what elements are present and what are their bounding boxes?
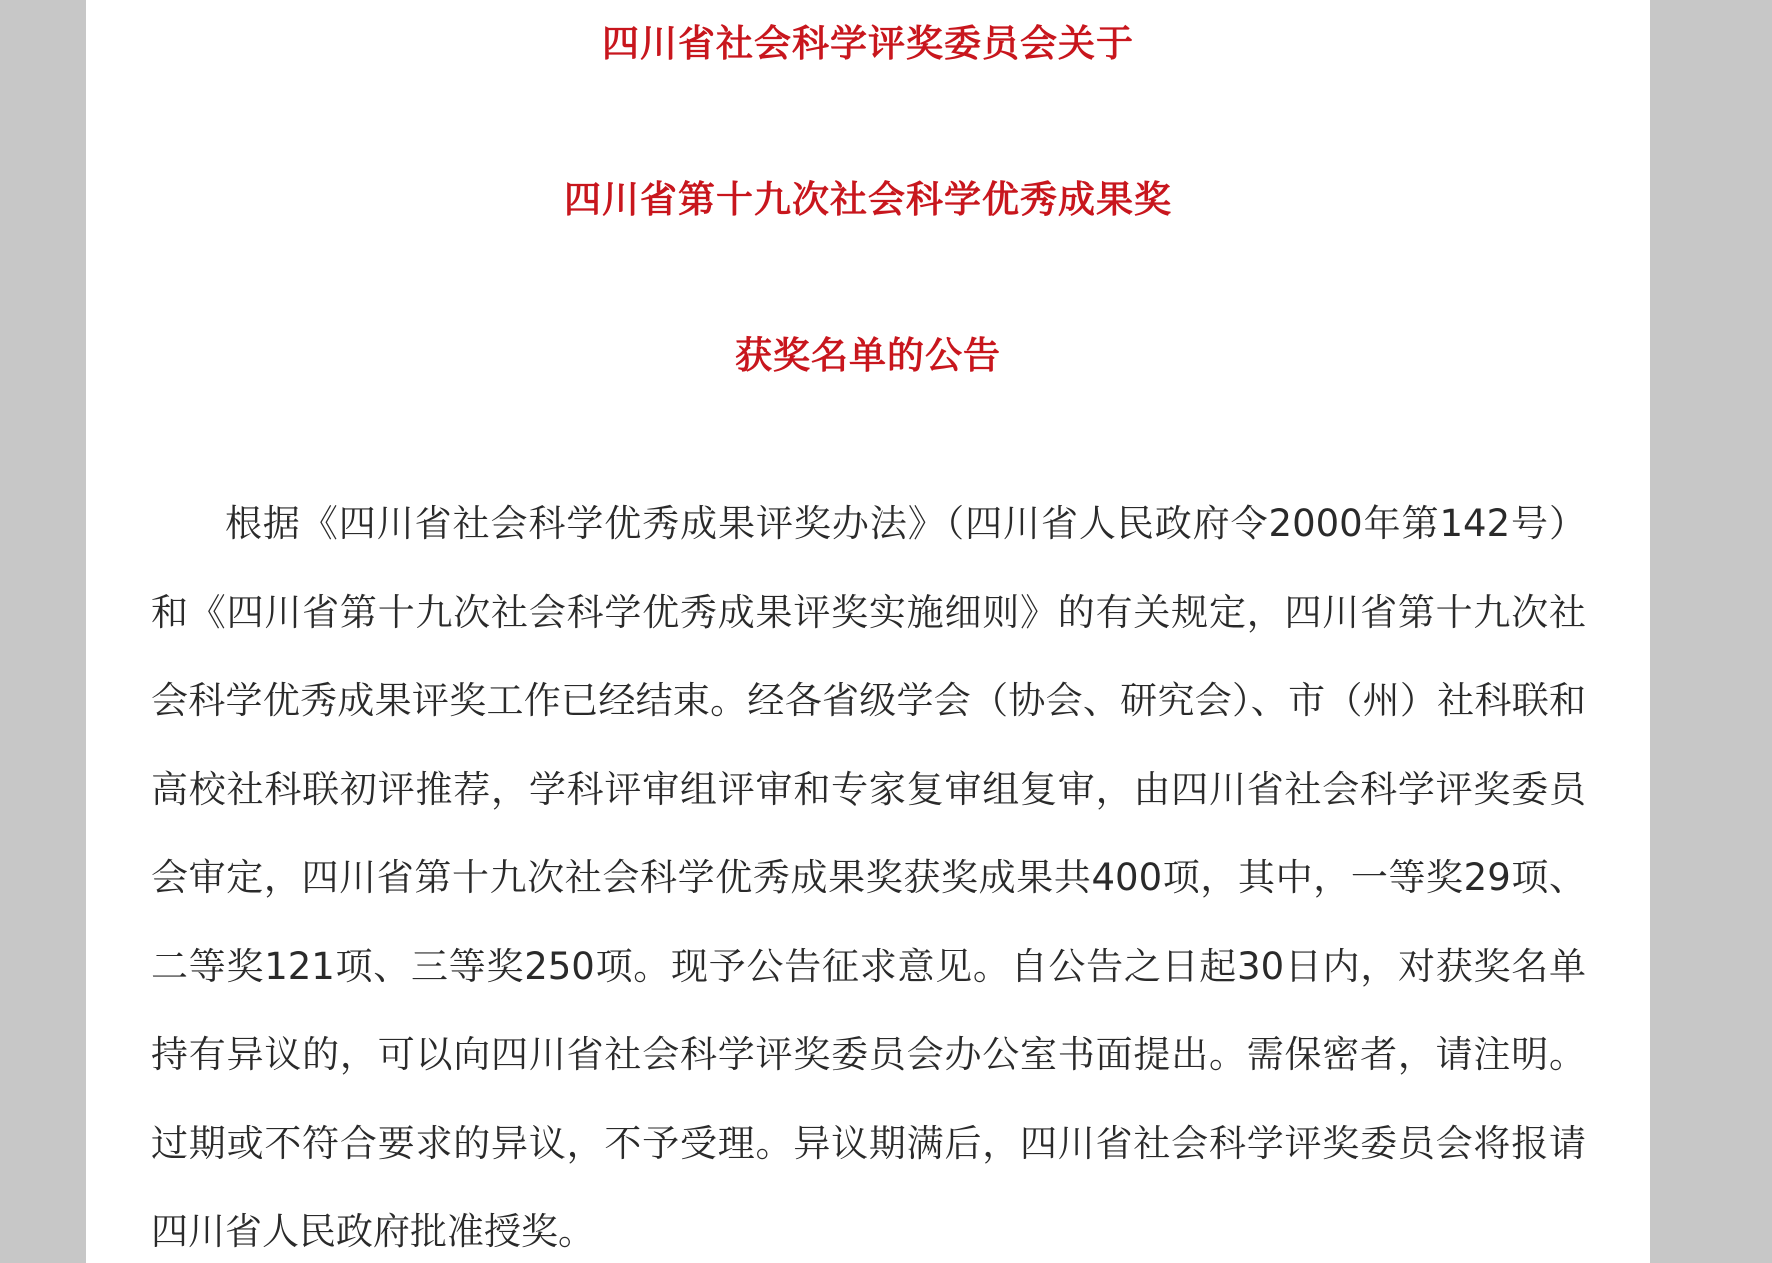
notice-title-line-2: 四川省第十九次社会科学优秀成果奖 — [564, 178, 1172, 221]
document-page — [86, 0, 1650, 1263]
notice-title-line-1: 四川省社会科学评奖委员会关于 — [602, 22, 1134, 65]
notice-body-paragraph: 根据《四川省社会科学优秀成果评奖办法》（四川省人民政府令2000年第142号）和《四川省第十九次社会科学优秀成果评奖实施细则》的有关规定，四川省第十九次社会科学优秀成果评奖工作已经结束。经各省级学会（协会、研究会）、市（州）社科联和高校社科联初评推荐，学科评审组评审和专家复审组复审，由四川省社会科学评奖委员会审定，四川省第十九次社会科学优秀成果奖获奖成果共400项，其中，一等奖29项、二等奖121项、三等奖250项。现予公告征求意见。自公告之日起30日内，对获奖名单持有异议的，可以向四川省社会科学评奖委员会办公室书面提出。需保密者，请注明。过期或不符合要求的异议，不予受理。异议期满后，四川省社会科学评奖委员会将报请四川省人民政府批准授奖。 — [151, 502, 1586, 1253]
notice-title-line-3: 获奖名单的公告 — [735, 334, 1001, 377]
